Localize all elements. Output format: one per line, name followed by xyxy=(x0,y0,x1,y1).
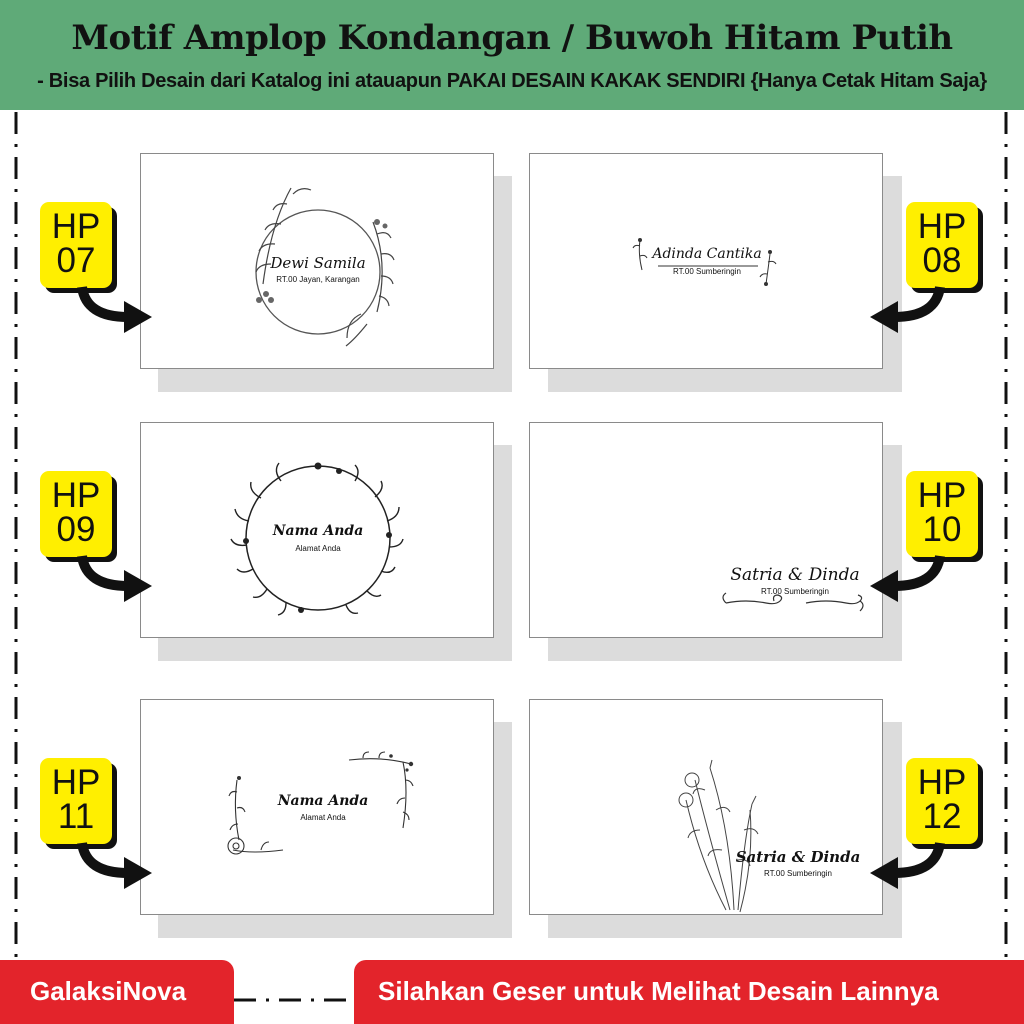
address-text: Alamat Anda xyxy=(300,813,346,822)
couple-name: Satria & Dinda xyxy=(735,848,861,866)
tag-number: 11 xyxy=(57,797,95,836)
arrow-right-icon xyxy=(72,841,160,897)
tag-number: 09 xyxy=(56,510,96,549)
arrow-left-icon xyxy=(862,554,950,610)
envelope-card-hp08[interactable] xyxy=(529,153,883,369)
address-text: RT.00 Sumberingin xyxy=(673,267,741,276)
design-code-tag-hp09 xyxy=(40,471,112,557)
tag-prefix: HP xyxy=(51,476,101,515)
design-code-tag-hp07 xyxy=(40,202,112,288)
envelope-card-hp11[interactable] xyxy=(140,699,494,915)
tag-prefix: HP xyxy=(917,763,967,802)
design-code-tag-hp12 xyxy=(906,758,978,844)
left-cut-line xyxy=(12,112,20,972)
tag-prefix: HP xyxy=(917,476,967,515)
flourish-divider-icon xyxy=(530,423,884,639)
arrow-right-icon xyxy=(72,554,160,610)
couple-name: Nama Anda xyxy=(277,793,369,809)
address-text: RT.00 Jayan, Karangan xyxy=(276,275,360,284)
page-title: Motif Amplop Kondangan / Buwoh Hitam Putih xyxy=(71,18,953,58)
envelope-card-hp10[interactable] xyxy=(529,422,883,638)
tag-prefix: HP xyxy=(51,207,101,246)
right-cut-line xyxy=(1002,112,1010,972)
page-subtitle: - Bisa Pilih Desain dari Katalog ini atauapun PAKAI DESAIN KAKAK SENDIRI {Hanya Cetak Hitam Saja} xyxy=(37,70,987,92)
swipe-hint-text: Silahkan Geser untuk Melihat Desain Lainnya xyxy=(378,976,939,1006)
design-code-tag-hp11 xyxy=(40,758,112,844)
address-text: RT.00 Sumberingin xyxy=(764,869,832,878)
design-code-tag-hp08 xyxy=(906,202,978,288)
arrow-left-icon xyxy=(862,285,950,341)
couple-name: Dewi Samila xyxy=(270,254,366,272)
tag-number: 08 xyxy=(922,241,962,280)
header-banner xyxy=(0,0,1024,110)
tag-number: 07 xyxy=(56,241,96,280)
envelope-card-hp12[interactable] xyxy=(529,699,883,915)
couple-name: Adinda Cantika xyxy=(652,246,762,262)
envelope-card-hp09[interactable] xyxy=(140,422,494,638)
address-text: Alamat Anda xyxy=(295,544,341,553)
tag-number: 12 xyxy=(922,797,962,836)
tag-prefix: HP xyxy=(917,207,967,246)
address-text: RT.00 Sumberingin xyxy=(761,587,829,596)
bottom-cut-line xyxy=(234,996,358,1004)
flower-sprig-icon xyxy=(530,154,884,370)
couple-name: Satria & Dinda xyxy=(730,565,860,585)
swipe-hint-banner[interactable] xyxy=(354,960,1024,1024)
brand-badge[interactable] xyxy=(0,960,234,1024)
wildflower-bouquet-icon xyxy=(530,700,884,916)
tag-prefix: HP xyxy=(51,763,101,802)
tag-number: 10 xyxy=(922,510,962,549)
brand-name: GalaksiNova xyxy=(30,976,187,1006)
couple-name: Nama Anda xyxy=(272,523,364,539)
envelope-card-hp07[interactable] xyxy=(140,153,494,369)
arrow-right-icon xyxy=(72,285,160,341)
design-code-tag-hp10 xyxy=(906,471,978,557)
arrow-left-icon xyxy=(862,841,950,897)
